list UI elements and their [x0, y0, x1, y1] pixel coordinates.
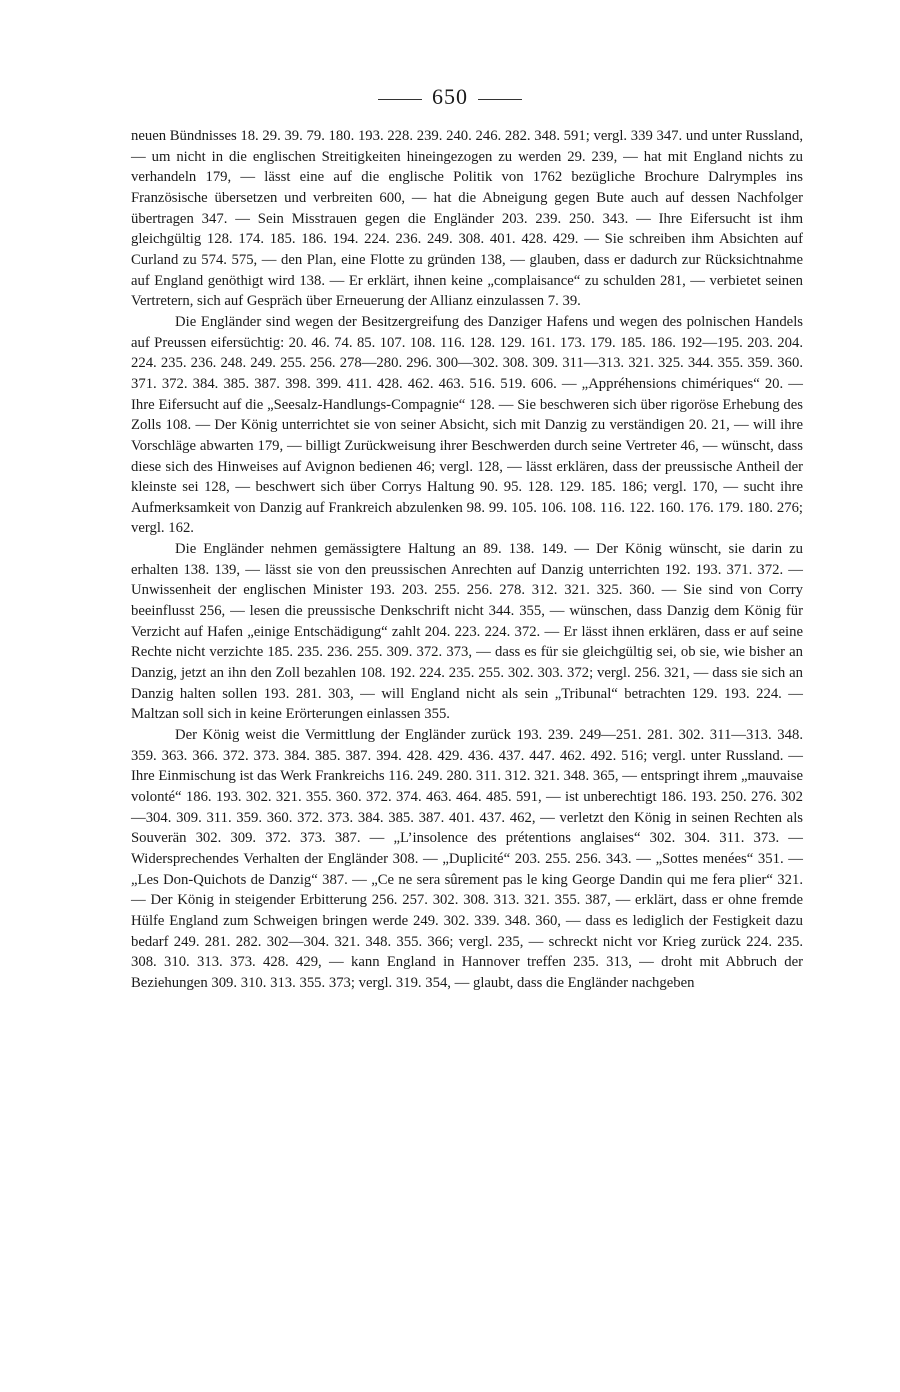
paragraph-2: Die Engländer sind wegen der Besitzergreifung des Danziger Hafens und wegen des polnischen Handels auf Preussen eifersüchtig: 20. 46. 74. 85. 107. 108. 116. 128. 129. 161. 173. 179. 185. 186. 192—195. 203. 204. 224. 235. 236. 248. 249. 255. 256. 278—280. 296. 300—302. 308. 309. 311—313. 321. 325. 344. 355. 359. 360. 371. 372. 384. 385. 387. 398. 399. 411. 428. 462. 463. 516. 519. 606. — „Appréhensions chimériques“ 20. — Ihre Eifersucht auf die „Seesalz-Handlungs-Compagnie“ 128. — Sie beschweren sich über rigoröse Erhebung des Zolls 108. — Der König unterrichtet sie von seiner Absicht, sich mit Danzig zu verständigen 20. 21, — will ihre Vorschläge abwarten 179, — billigt Zurückweisung ihrer Beschwerden durch seine Vertreter 46, — wünscht, dass diese sich des Hinweises auf Avignon bedienen 46; vergl. 128, — lässt erklären, dass der preussische Antheil der kleinste sei 128, — beschwert sich über Corrys Haltung 90. 95. 128. 129. 185. 186; vergl. 170, — sucht ihre Aufmerksamkeit von Danzig auf Frankreich abzulenken 98. 99. 105. 106. 108. 116. 122. 160. 176. 179. 180. 276; vergl. 162.: [131, 313, 803, 537]
page-number: 650: [432, 84, 468, 109]
paragraph-1: neuen Bündnisses 18. 29. 39. 79. 180. 193. 228. 239. 240. 246. 282. 348. 591; vergl. 339 347. und unter Russland, — um nicht in die englischen Streitigkeiten hineingezogen zu werden 29. 239, — hat mit England nichts zu verhandeln 179, — lässt eine auf die englische Politik von 1762 bezügliche Brochure Dalrymples ins Französische übersetzen und verbreiten 600, — hat die Abneigung gegen Bute auch auf dessen Nachfolger übertragen 347. — Sein Misstrauen gegen die Engländer 203. 239. 250. 343. — Ihre Eifersucht ist ihm gleichgültig 128. 174. 185. 186. 194. 224. 236. 249. 308. 401. 428. 429. — Sie schreiben ihm Absichten auf Curland zu 574. 575, — den Plan, eine Flotte zu gründen 138, — glauben, dass er dadurch zur Rücksichtnahme auf England genöthigt wird 138. — Er erklärt, ihnen keine „complaisance“ zu schulden 281, — verbietet seinen Vertretern, sich auf Gespräch über Erneuerung der Allianz einzulassen 7. 39.: [131, 128, 803, 310]
header-rule-left: [378, 99, 422, 100]
page-header: [0, 84, 900, 110]
header-rule-right: [478, 99, 522, 100]
index-text-body: [131, 126, 803, 994]
paragraph-4: Der König weist die Vermittlung der Engländer zurück 193. 239. 249—251. 281. 302. 311—313. 348. 359. 363. 366. 372. 373. 384. 385. 387. 394. 428. 429. 436. 437. 447. 462. 492. 516; vergl. unter Russland. — Ihre Einmischung ist das Werk Frankreichs 116. 249. 280. 311. 312. 321. 348. 365, — entspringt ihrem „mauvaise volonté“ 186. 193. 302. 321. 355. 360. 372. 374. 463. 464. 485. 591, — ist unberechtigt 186. 193. 250. 276. 302—304. 309. 311. 359. 360. 372. 373. 384. 385. 387. 401. 437. 462, — verletzt den König in seinen Rechten als Souverän 302. 309. 372. 373. 387. — „L’insolence des prétentions anglaises“ 302. 304. 311. 373. — Widersprechendes Verhalten der Engländer 308. — „Duplicité“ 203. 255. 256. 343. — „Sottes menées“ 351. — „Les Don-Quichots de Danzig“ 387. — „Ce ne sera sûrement pas le king George Dandin qui me fera plier“ 321. — Der König in steigender Erbitterung 256. 257. 302. 308. 313. 321. 355. 387, — erklärt, dass er ohne fremde Hülfe England zum Schweigen bringen werde 249. 302. 339. 348. 360, — dass es lediglich der Festigkeit dazu bedarf 249. 281. 282. 302—304. 321. 348. 355. 366; vergl. 235, — schreckt nicht vor Krieg zurück 224. 235. 308. 310. 313. 373. 428. 429, — kann England in Hannover treffen 235. 313, — droht mit Abbruch der Beziehungen 309. 310. 313. 355. 373; vergl. 319. 354, — glaubt, dass die Engländer nachgeben: [131, 727, 803, 991]
paragraph-3: Die Engländer nehmen gemässigtere Haltung an 89. 138. 149. — Der König wünscht, sie darin zu erhalten 138. 139, — lässt sie von den preussischen Anrechten auf Danzig unterrichten 192. 193. 371. 372. — Unwissenheit der englischen Minister 193. 203. 255. 256. 278. 312. 321. 325. 360. — Sie sind von Corry beeinflusst 256, — lesen die preussische Denkschrift nicht 344. 355, — wünschen, dass Danzig dem König für Verzicht auf Hafen „einige Entschädigung“ zahlt 204. 223. 224. 372. — Er lässt ihnen erklären, dass er auf seine Rechte nicht verzichte 185. 235. 236. 255. 309. 372. 373, — dass es für sie gleichgültig sei, ob sie, wie bisher an Danzig, jetzt an ihn den Zoll bezahlen 108. 192. 224. 235. 255. 302. 303. 372; vergl. 256. 321, — dass sie sich an Danzig halten sollen 193. 281. 303, — will England nicht als sein „Tribunal“ betrachten 129. 193. 224. — Maltzan soll sich in keine Erörterungen einlassen 355.: [131, 541, 803, 723]
